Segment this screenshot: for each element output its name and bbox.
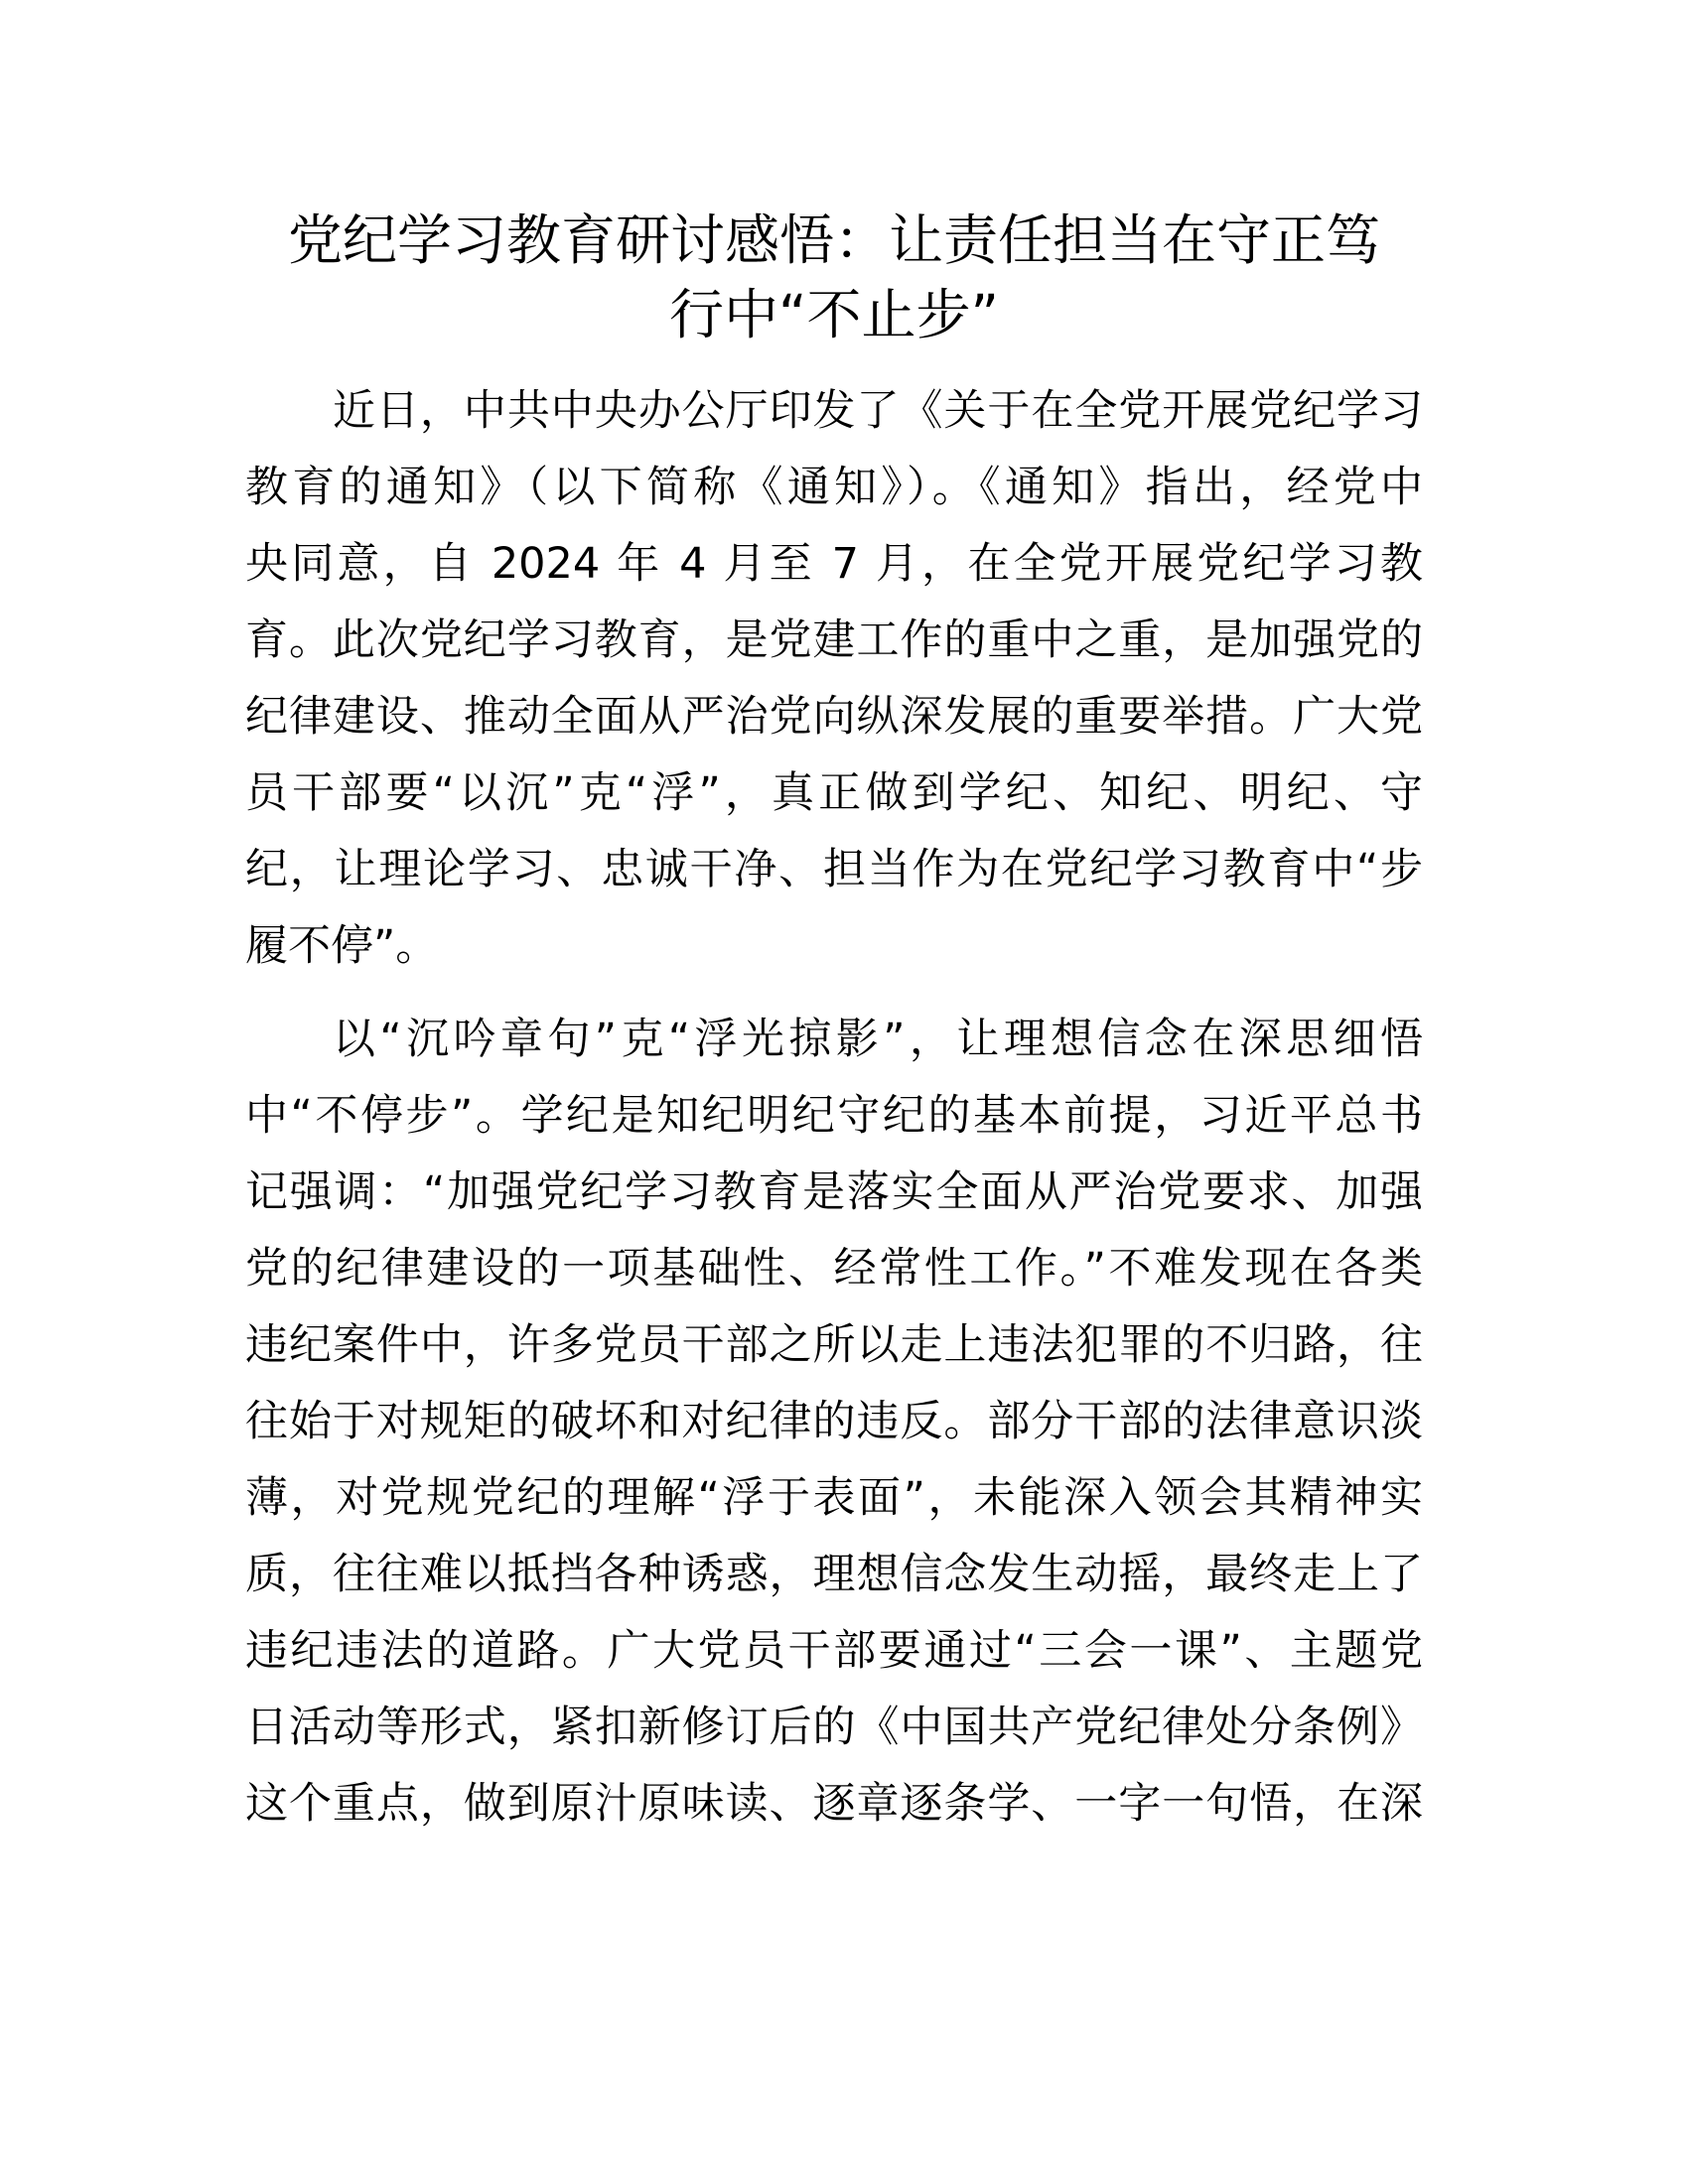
text-line: 违纪违法的道路。广大党员干部要通过“三会一课”、主题党 [245, 1626, 1423, 1676]
text-line: 这个重点，做到原汁原味读、逐章逐条学、一字一句悟，在深 [245, 1779, 1423, 1829]
text-line: 纪律建设、推动全面从严治党向纵深发展的重要举措。广大党 [245, 692, 1423, 742]
text-line: 质，往往难以抵挡各种诱惑，理想信念发生动摇，最终走上了 [245, 1550, 1423, 1599]
text-line: 教育的通知》（以下简称《通知》）。《通知》指出，经党中 [245, 463, 1423, 512]
paragraph [245, 373, 1423, 985]
text-line: 近日，中共中央办公厅印发了《关于在全党开展党纪学习 [333, 386, 1423, 436]
title-line: 党纪学习教育研讨感悟：让责任担当在守正笃 [287, 208, 1380, 272]
document-body [245, 373, 1423, 1859]
title-line: 行中“不止步” [669, 283, 999, 346]
text-line: 记强调：“加强党纪学习教育是落实全面从严治党要求、加强 [245, 1167, 1423, 1217]
text-line: 央同意，自 2024 年 4 月至 7 月，在全党开展党纪学习教 [245, 539, 1423, 589]
text-line: 违纪案件中，许多党员干部之所以走上违法犯罪的不归路，往 [245, 1320, 1423, 1370]
text-line: 员干部要“以沉”克“浮”，真正做到学纪、知纪、明纪、守 [245, 768, 1423, 818]
document-title [238, 204, 1430, 352]
text-line: 履不停”。 [245, 921, 439, 971]
text-line: 往始于对规矩的破坏和对纪律的违反。部分干部的法律意识淡 [245, 1397, 1423, 1446]
text-line: 中“不停步”。学纪是知纪明纪守纪的基本前提，习近平总书 [245, 1091, 1423, 1141]
text-line: 日活动等形式，紧扣新修订后的《中国共产党纪律处分条例》 [245, 1703, 1423, 1752]
paragraph [245, 1002, 1423, 1843]
text-line: 以“沉吟章句”克“浮光掠影”，让理想信念在深思细悟 [333, 1015, 1423, 1064]
text-line: 党的纪律建设的一项基础性、经常性工作。”不难发现在各类 [245, 1244, 1423, 1294]
text-line: 薄，对党规党纪的理解“浮于表面”，未能深入领会其精神实 [245, 1473, 1423, 1523]
text-line: 育。此次党纪学习教育，是党建工作的重中之重，是加强党的 [245, 615, 1423, 665]
text-line: 纪，让理论学习、忠诚干净、担当作为在党纪学习教育中“步 [245, 845, 1423, 894]
